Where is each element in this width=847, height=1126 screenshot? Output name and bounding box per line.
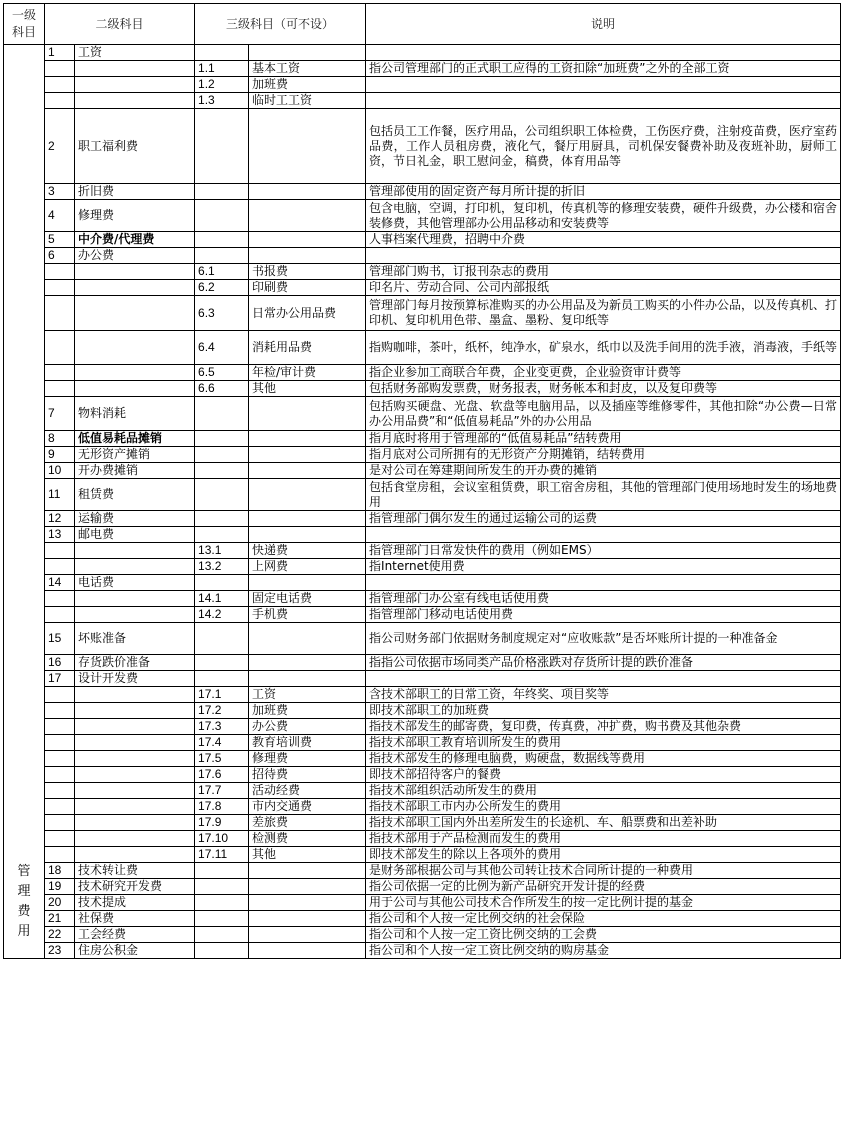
- table-row: [4, 248, 841, 264]
- subcode-cell: [195, 200, 249, 232]
- name-cell: 存货跌价准备: [75, 655, 195, 671]
- subcode-cell: [195, 248, 249, 264]
- subcode-cell: [195, 527, 249, 543]
- subcode-cell: [195, 232, 249, 248]
- table-row: [4, 365, 841, 381]
- name-cell: 技术转让费: [75, 863, 195, 879]
- subcode-cell: 17.2: [195, 703, 249, 719]
- table-row: [4, 331, 841, 365]
- subname-cell: [249, 911, 366, 927]
- description-cell: 即技术部职工的加班费: [366, 703, 841, 719]
- description-cell: [366, 671, 841, 687]
- subname-cell: [249, 895, 366, 911]
- subname-cell: 加班费: [249, 703, 366, 719]
- code-cell: 8: [45, 431, 75, 447]
- name-cell: 租赁费: [75, 479, 195, 511]
- subname-cell: [249, 863, 366, 879]
- table-row: [4, 397, 841, 431]
- subname-cell: 教育培训费: [249, 735, 366, 751]
- subcode-cell: 1.1: [195, 61, 249, 77]
- subname-cell: 年检/审计费: [249, 365, 366, 381]
- table-row: [4, 767, 841, 783]
- code-cell: 5: [45, 232, 75, 248]
- name-cell: 折旧费: [75, 184, 195, 200]
- code-cell: [45, 264, 75, 280]
- code-cell: 18: [45, 863, 75, 879]
- subcode-cell: 6.4: [195, 331, 249, 365]
- name-cell: 无形资产摊销: [75, 447, 195, 463]
- subcode-cell: [195, 575, 249, 591]
- description-cell: 是财务部根据公司与其他公司转让技术合同所计提的一种费用: [366, 863, 841, 879]
- subcode-cell: [195, 671, 249, 687]
- code-cell: 17: [45, 671, 75, 687]
- subcode-cell: [195, 447, 249, 463]
- description-cell: 包括食堂房租，会议室租赁费，职工宿舍房租，其他的管理部门使用场地时发生的场地费用: [366, 479, 841, 511]
- header-description: 说明: [366, 4, 841, 45]
- subname-cell: [249, 671, 366, 687]
- subcode-cell: 14.2: [195, 607, 249, 623]
- subname-cell: 日常办公用品费: [249, 296, 366, 331]
- name-cell: 住房公积金: [75, 943, 195, 959]
- name-cell: 中介费/代理费: [75, 232, 195, 248]
- subname-cell: [249, 248, 366, 264]
- subcode-cell: 17.11: [195, 847, 249, 863]
- code-cell: 3: [45, 184, 75, 200]
- name-cell: 工资: [75, 45, 195, 61]
- name-cell: 坏账准备: [75, 623, 195, 655]
- name-cell: [75, 767, 195, 783]
- table-row: [4, 479, 841, 511]
- subname-cell: 固定电话费: [249, 591, 366, 607]
- name-cell: 社保费: [75, 911, 195, 927]
- name-cell: [75, 719, 195, 735]
- subcode-cell: [195, 463, 249, 479]
- table-row: [4, 911, 841, 927]
- table-row: [4, 77, 841, 93]
- subcode-cell: [195, 879, 249, 895]
- table-row: [4, 200, 841, 232]
- code-cell: [45, 559, 75, 575]
- table-row: [4, 61, 841, 77]
- table-row: [4, 381, 841, 397]
- subname-cell: 上网费: [249, 559, 366, 575]
- table-row: [4, 735, 841, 751]
- code-cell: [45, 847, 75, 863]
- subcode-cell: 6.1: [195, 264, 249, 280]
- subname-cell: [249, 109, 366, 184]
- subcode-cell: 1.2: [195, 77, 249, 93]
- code-cell: [45, 93, 75, 109]
- name-cell: [75, 847, 195, 863]
- code-cell: [45, 607, 75, 623]
- description-cell: 管理部门购书，订报刊杂志的费用: [366, 264, 841, 280]
- subcode-cell: [195, 895, 249, 911]
- table-row: [4, 296, 841, 331]
- table-row: [4, 831, 841, 847]
- description-cell: 指技术部职工国内外出差所发生的长途机、车、船票费和出差补助: [366, 815, 841, 831]
- subcode-cell: [195, 397, 249, 431]
- table-row: [4, 543, 841, 559]
- name-cell: [75, 93, 195, 109]
- table-row: [4, 431, 841, 447]
- subname-cell: 修理费: [249, 751, 366, 767]
- code-cell: [45, 815, 75, 831]
- description-cell: 指公司财务部门依据财务制度规定对“应收账款”是否坏账所计提的一种准备金: [366, 623, 841, 655]
- header-row: [4, 4, 841, 45]
- subcode-cell: 1.3: [195, 93, 249, 109]
- subcode-cell: 17.10: [195, 831, 249, 847]
- table-row: [4, 783, 841, 799]
- code-cell: [45, 543, 75, 559]
- code-cell: 22: [45, 927, 75, 943]
- subname-cell: 活动经费: [249, 783, 366, 799]
- table-row: [4, 655, 841, 671]
- code-cell: [45, 719, 75, 735]
- table-body: [4, 45, 841, 959]
- header-level2: 二级科目: [45, 4, 195, 45]
- code-cell: [45, 831, 75, 847]
- description-cell: 包括购买硬盘、光盘、软盘等电脑用品，以及插座等维修零件，其他扣除“办公费—日常办公用品费”和“低值易耗品”外的办公用品: [366, 397, 841, 431]
- description-cell: 管理部使用的固定资产每月所计提的折旧: [366, 184, 841, 200]
- name-cell: [75, 751, 195, 767]
- name-cell: 物料消耗: [75, 397, 195, 431]
- table-row: [4, 943, 841, 959]
- header-level3: 三级科目（可不设）: [195, 4, 366, 45]
- subname-cell: [249, 479, 366, 511]
- description-cell: 是对公司在筹建期间所发生的开办费的摊销: [366, 463, 841, 479]
- table-row: [4, 927, 841, 943]
- subname-cell: 招待费: [249, 767, 366, 783]
- code-cell: [45, 783, 75, 799]
- code-cell: 14: [45, 575, 75, 591]
- description-cell: 包含电脑，空调，打印机，复印机，传真机等的修理安装费，硬件升级费，办公楼和宿舍装修费，其他管理部办公用品移动和安装费等: [366, 200, 841, 232]
- description-cell: 指技术部职工市内办公所发生的费用: [366, 799, 841, 815]
- subname-cell: 快递费: [249, 543, 366, 559]
- table-row: [4, 879, 841, 895]
- level1-cell: [4, 45, 45, 959]
- subcode-cell: [195, 479, 249, 511]
- subname-cell: 印刷费: [249, 280, 366, 296]
- description-cell: 指公司管理部门的正式职工应得的工资扣除“加班费”之外的全部工资: [366, 61, 841, 77]
- subname-cell: [249, 623, 366, 655]
- code-cell: [45, 591, 75, 607]
- code-cell: 19: [45, 879, 75, 895]
- description-cell: 即技术部发生的除以上各项外的费用: [366, 847, 841, 863]
- table-row: [4, 703, 841, 719]
- description-cell: 指公司和个人按一定比例交纳的社会保险: [366, 911, 841, 927]
- table-row: [4, 559, 841, 575]
- subcode-cell: [195, 943, 249, 959]
- table-row: [4, 751, 841, 767]
- name-cell: [75, 280, 195, 296]
- subname-cell: [249, 447, 366, 463]
- subname-cell: [249, 527, 366, 543]
- description-cell: 指技术部职工教育培训所发生的费用: [366, 735, 841, 751]
- subcode-cell: 14.1: [195, 591, 249, 607]
- subcode-cell: [195, 45, 249, 61]
- subname-cell: [249, 397, 366, 431]
- description-cell: 管理部门每月按预算标准购买的办公用品及为新员工购买的小件办公品，以及传真机、打印机、复印机用色带、墨盒、墨粉、复印纸等: [366, 296, 841, 331]
- subname-cell: 临时工工资: [249, 93, 366, 109]
- description-cell: 含技术部职工的日常工资，年终奖、项目奖等: [366, 687, 841, 703]
- subname-cell: 基本工资: [249, 61, 366, 77]
- description-cell: 指管理部门移动电话使用费: [366, 607, 841, 623]
- subcode-cell: 6.5: [195, 365, 249, 381]
- name-cell: [75, 264, 195, 280]
- code-cell: [45, 703, 75, 719]
- name-cell: [75, 815, 195, 831]
- table-row: [4, 447, 841, 463]
- description-cell: 即技术部招待客户的餐费: [366, 767, 841, 783]
- table-row: [4, 591, 841, 607]
- table-row: [4, 687, 841, 703]
- name-cell: 运输费: [75, 511, 195, 527]
- subcode-cell: [195, 431, 249, 447]
- name-cell: [75, 543, 195, 559]
- description-cell: 指月底对公司所拥有的无形资产分期摊销，结转费用: [366, 447, 841, 463]
- name-cell: 工会经费: [75, 927, 195, 943]
- subcode-cell: 17.8: [195, 799, 249, 815]
- name-cell: 电话费: [75, 575, 195, 591]
- subcode-cell: 17.7: [195, 783, 249, 799]
- description-cell: 包括员工工作餐，医疗用品，公司组织职工体检费，工伤医疗费，注射疫苗费，医疗室药品费，工作人员租房费，液化气，餐厅用厨具，司机保安餐费补助及夜班补助，厨师工资，节日礼金，职工慰问金，稿费，体育用品等: [366, 109, 841, 184]
- name-cell: 办公费: [75, 248, 195, 264]
- subname-cell: 手机费: [249, 607, 366, 623]
- name-cell: [75, 703, 195, 719]
- code-cell: 20: [45, 895, 75, 911]
- subname-cell: [249, 232, 366, 248]
- code-cell: [45, 767, 75, 783]
- subcode-cell: 13.1: [195, 543, 249, 559]
- name-cell: 邮电费: [75, 527, 195, 543]
- name-cell: [75, 365, 195, 381]
- description-cell: 指Internet使用费: [366, 559, 841, 575]
- code-cell: 13: [45, 527, 75, 543]
- table-row: [4, 511, 841, 527]
- code-cell: [45, 381, 75, 397]
- subcode-cell: [195, 927, 249, 943]
- name-cell: [75, 799, 195, 815]
- code-cell: [45, 365, 75, 381]
- table-row: [4, 847, 841, 863]
- code-cell: 11: [45, 479, 75, 511]
- subcode-cell: 13.2: [195, 559, 249, 575]
- account-table: [3, 3, 841, 959]
- code-cell: [45, 751, 75, 767]
- subcode-cell: [195, 655, 249, 671]
- table-row: [4, 45, 841, 61]
- table-row: [4, 895, 841, 911]
- code-cell: [45, 331, 75, 365]
- subname-cell: [249, 879, 366, 895]
- description-cell: [366, 93, 841, 109]
- subcode-cell: 6.6: [195, 381, 249, 397]
- table-row: [4, 863, 841, 879]
- code-cell: 12: [45, 511, 75, 527]
- name-cell: [75, 61, 195, 77]
- code-cell: 9: [45, 447, 75, 463]
- code-cell: [45, 799, 75, 815]
- code-cell: 23: [45, 943, 75, 959]
- name-cell: [75, 331, 195, 365]
- name-cell: 修理费: [75, 200, 195, 232]
- description-cell: [366, 45, 841, 61]
- code-cell: 15: [45, 623, 75, 655]
- description-cell: 指技术部发生的邮寄费，复印费，传真费，冲扩费，购书费及其他杂费: [366, 719, 841, 735]
- description-cell: 指公司和个人按一定工资比例交纳的工会费: [366, 927, 841, 943]
- description-cell: [366, 77, 841, 93]
- name-cell: [75, 831, 195, 847]
- code-cell: [45, 687, 75, 703]
- code-cell: 7: [45, 397, 75, 431]
- table-row: [4, 463, 841, 479]
- code-cell: [45, 280, 75, 296]
- code-cell: [45, 61, 75, 77]
- description-cell: 指公司依据一定的比例为新产品研究开发计提的经费: [366, 879, 841, 895]
- subcode-cell: [195, 184, 249, 200]
- table-row: [4, 575, 841, 591]
- description-cell: 指管理部门偶尔发生的通过运输公司的运费: [366, 511, 841, 527]
- subname-cell: 市内交通费: [249, 799, 366, 815]
- subname-cell: 检测费: [249, 831, 366, 847]
- description-cell: 指企业参加工商联合年费，企业变更费，企业验资审计费等: [366, 365, 841, 381]
- table-row: [4, 93, 841, 109]
- name-cell: [75, 296, 195, 331]
- table-row: [4, 527, 841, 543]
- description-cell: 指技术部发生的修理电脑费，购硬盘，数据线等费用: [366, 751, 841, 767]
- description-cell: 指管理部门日常发快件的费用（例如EMS）: [366, 543, 841, 559]
- subname-cell: [249, 655, 366, 671]
- name-cell: [75, 559, 195, 575]
- subcode-cell: 17.9: [195, 815, 249, 831]
- code-cell: 10: [45, 463, 75, 479]
- subname-cell: [249, 431, 366, 447]
- description-cell: 包括财务部购发票费，财务报表，财务帐本和封皮，以及复印费等: [366, 381, 841, 397]
- code-cell: 21: [45, 911, 75, 927]
- subname-cell: 消耗用品费: [249, 331, 366, 365]
- table-row: [4, 109, 841, 184]
- table-row: [4, 607, 841, 623]
- subcode-cell: [195, 511, 249, 527]
- level1-name: 管 理 费 用: [17, 864, 31, 939]
- code-cell: [45, 77, 75, 93]
- name-cell: 低值易耗品摊销: [75, 431, 195, 447]
- name-cell: 职工福利费: [75, 109, 195, 184]
- name-cell: 设计开发费: [75, 671, 195, 687]
- name-cell: [75, 381, 195, 397]
- subcode-cell: 17.5: [195, 751, 249, 767]
- description-cell: [366, 527, 841, 543]
- table-row: [4, 232, 841, 248]
- subcode-cell: 17.3: [195, 719, 249, 735]
- description-cell: 指购咖啡，茶叶，纸杯，纯净水，矿泉水，纸巾以及洗手间用的洗手液，消毒液，手纸等: [366, 331, 841, 365]
- subname-cell: [249, 511, 366, 527]
- description-cell: [366, 575, 841, 591]
- code-cell: 6: [45, 248, 75, 264]
- subcode-cell: 17.6: [195, 767, 249, 783]
- subname-cell: 加班费: [249, 77, 366, 93]
- name-cell: 开办费摊销: [75, 463, 195, 479]
- code-cell: [45, 296, 75, 331]
- subname-cell: [249, 200, 366, 232]
- description-cell: 印名片、劳动合同、公司内部报纸: [366, 280, 841, 296]
- description-cell: 指公司和个人按一定工资比例交纳的购房基金: [366, 943, 841, 959]
- subcode-cell: 17.4: [195, 735, 249, 751]
- description-cell: 指技术部组织活动所发生的费用: [366, 783, 841, 799]
- subname-cell: 办公费: [249, 719, 366, 735]
- subcode-cell: 17.1: [195, 687, 249, 703]
- subname-cell: [249, 45, 366, 61]
- description-cell: 用于公司与其他公司技术合作所发生的按一定比例计提的基金: [366, 895, 841, 911]
- description-cell: [366, 248, 841, 264]
- subcode-cell: [195, 863, 249, 879]
- subname-cell: 其他: [249, 847, 366, 863]
- subname-cell: [249, 943, 366, 959]
- code-cell: 16: [45, 655, 75, 671]
- name-cell: [75, 687, 195, 703]
- name-cell: [75, 783, 195, 799]
- subname-cell: 差旅费: [249, 815, 366, 831]
- description-cell: 指月底时将用于管理部的“低值易耗品”结转费用: [366, 431, 841, 447]
- table-row: [4, 719, 841, 735]
- name-cell: 技术提成: [75, 895, 195, 911]
- subname-cell: [249, 575, 366, 591]
- code-cell: [45, 735, 75, 751]
- table-row: [4, 815, 841, 831]
- table-row: [4, 280, 841, 296]
- description-cell: 指管理部门办公室有线电话使用费: [366, 591, 841, 607]
- table-row: [4, 264, 841, 280]
- code-cell: 2: [45, 109, 75, 184]
- description-cell: 指指公司依据市场同类产品价格涨跌对存货所计提的跌价准备: [366, 655, 841, 671]
- name-cell: 技术研究开发费: [75, 879, 195, 895]
- subcode-cell: 6.2: [195, 280, 249, 296]
- description-cell: 人事档案代理费，招聘中介费: [366, 232, 841, 248]
- name-cell: [75, 77, 195, 93]
- subcode-cell: 6.3: [195, 296, 249, 331]
- subcode-cell: [195, 109, 249, 184]
- subname-cell: 工资: [249, 687, 366, 703]
- subname-cell: [249, 184, 366, 200]
- subname-cell: 书报费: [249, 264, 366, 280]
- table-row: [4, 799, 841, 815]
- header-level1: 一级 科目: [4, 4, 45, 45]
- name-cell: [75, 735, 195, 751]
- table-row: [4, 671, 841, 687]
- code-cell: 1: [45, 45, 75, 61]
- subname-cell: [249, 927, 366, 943]
- subcode-cell: [195, 623, 249, 655]
- name-cell: [75, 591, 195, 607]
- code-cell: 4: [45, 200, 75, 232]
- subname-cell: 其他: [249, 381, 366, 397]
- table-row: [4, 623, 841, 655]
- table-row: [4, 184, 841, 200]
- name-cell: [75, 607, 195, 623]
- subcode-cell: [195, 911, 249, 927]
- description-cell: 指技术部用于产品检测而发生的费用: [366, 831, 841, 847]
- subname-cell: [249, 463, 366, 479]
